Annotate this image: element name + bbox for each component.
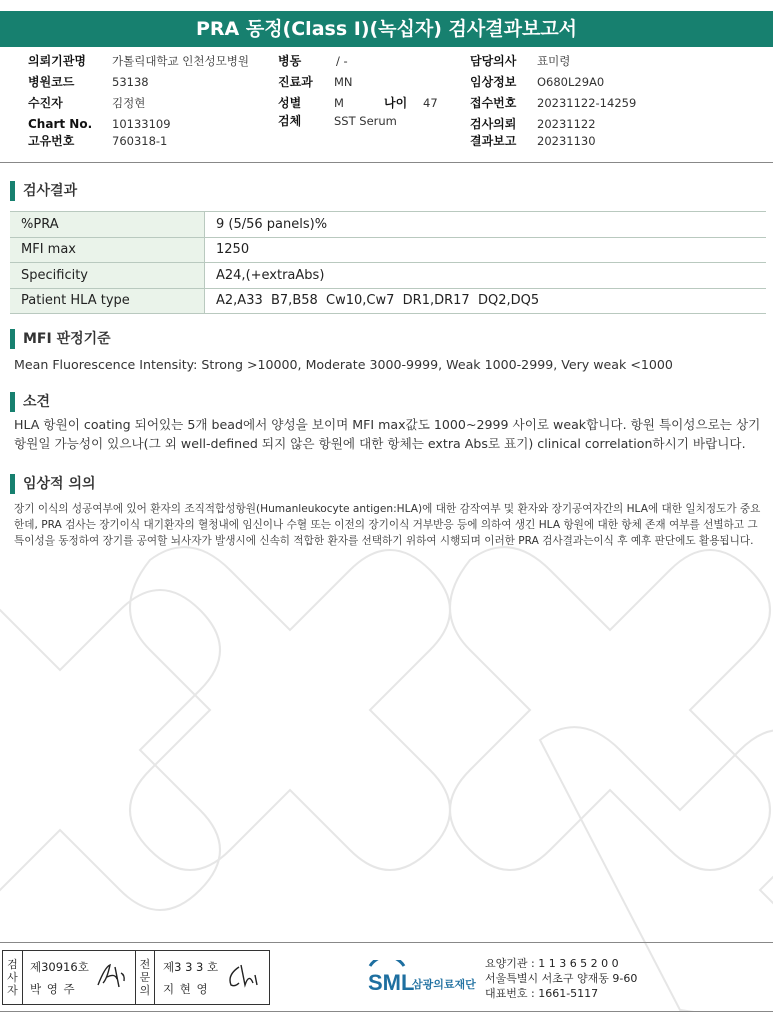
examiner-license: 제30916호 [30,960,89,974]
report-label: 결과보고 [470,134,517,148]
opinion-text: HLA 항원이 coating 되어있는 5개 bead에서 양성을 보이며 MFI max값도 1000~2999 사이로 weak합니다. 항원 특이성으로는 상기 항원일 가능성이 있으나(그 외 well-defined 되지 않은 항원에 대한 항체는 extra Abs로 표기) clinical correlation하시기 바랍니다. [14,417,761,451]
result-key: %PRA [10,212,205,238]
result-key: Patient HLA type [10,288,205,314]
patient-value: 김정현 [112,96,146,110]
receipt-value: 20231122-14259 [537,96,637,110]
chart-value: 10133109 [112,117,171,131]
org-line: 대표번호 : 1661-5117 [485,987,599,1000]
mfi-text: Mean Fluorescence Intensity: Strong >10000, Moderate 3000-9999, Weak 1000-2999, Very weak <1000 [14,357,673,372]
sex-value: M [334,96,344,110]
footer [0,942,773,1012]
results-title: 검사결과 [10,181,77,201]
examiner-signature [95,961,129,991]
hospital-code-value: 53138 [112,75,149,89]
report-title: PRA 동정(Class I)(녹십자) 검사결과보고서 [0,11,773,47]
clinical-value: O680L29A0 [537,75,605,89]
specimen-label: 검체 [278,114,302,128]
hospital-code-label: 병원코드 [28,75,75,89]
significance-title: 임상적 의의 [10,474,96,494]
age-value: 47 [423,96,438,110]
result-value: 1250 [205,237,767,263]
id-label: 고유번호 [28,134,75,148]
dept-label: 진료과 [278,75,313,89]
age-label: 나이 [384,96,408,110]
specialist-license: 제3 3 3 호 [163,960,219,974]
significance-text: 장기 이식의 성공여부에 있어 환자의 조직적합성항원(Humanleukocyte antigen:HLA)에 대한 감작여부 및 환자와 장기공여자간의 HLA에 대한 일치정도가 중요한데, PRA 검사는 장기이식 대기환자의 혈청내에 임신이나 수혈 또는 이전의 장기이식 거부반응 등에 의하여 생긴 HLA 항원에 대한 항체 존재 여부를 선별하고 그 특이성을 동정하여 장기를 공여할 뇌사자가 발생시에 신속히 적합한 환자를 선택하기 위하여 시행되며 이러한 PRA 검사결과는이식 후 예후 판단에도 활용됩니다. [14,503,761,547]
table-row [10,237,766,263]
ward-value: / - [336,54,348,68]
specialist-signature [225,961,263,991]
sex-label: 성별 [278,96,302,110]
divider [0,162,773,163]
org-info [485,956,637,1001]
result-key: Specificity [10,263,205,289]
org-line: 서울특별시 서초구 양재동 9-60 [485,972,638,985]
examiner-name: 박 영 주 [30,982,76,996]
examiner-label: 검사자 [3,951,23,1004]
footer-divider [0,942,773,943]
sml-logo [366,960,478,1004]
result-value: 9 (5/56 panels)% [205,212,767,238]
report-value: 20231130 [537,134,596,148]
request-label: 검사의뢰 [470,117,517,131]
specialist-name: 지 현 영 [163,982,209,996]
org-line: 요양기관 : 1 1 3 6 5 2 0 0 [485,957,619,970]
results-table [10,211,766,314]
sml-logo-mark [366,960,478,1000]
result-key: MFI max [10,237,205,263]
request-value: 20231122 [537,117,596,131]
mfi-title: MFI 판정기준 [10,329,111,349]
opinion-title: 소견 [10,392,50,412]
patient-label: 수진자 [28,96,63,110]
id-value: 760318-1 [112,134,168,148]
ward-label: 병동 [278,54,302,68]
specialist-label: 전문의 [135,951,155,1004]
dept-value: MN [334,75,353,89]
table-row [10,288,766,314]
doctor-label: 담당의사 [470,54,517,68]
specimen-value: SST Serum [334,114,397,128]
svg-text:삼광의료재단: 삼광의료재단 [412,978,476,991]
institution-label: 의뢰기관명 [28,54,86,68]
doctor-value: 표미령 [537,54,571,68]
result-value: A2,A33 B7,B58 Cw10,Cw7 DR1,DR17 DQ2,DQ5 [205,288,767,314]
table-row [10,212,766,238]
clinical-label: 임상정보 [470,75,517,89]
chart-label: Chart No. [28,117,93,131]
institution-value: 가톨릭대학교 인천성모병원 [112,54,249,68]
receipt-label: 접수번호 [470,96,517,110]
result-value: A24,(+extraAbs) [205,263,767,289]
table-row [10,263,766,289]
svg-text:SML: SML [368,970,415,995]
signature-box [2,950,270,1005]
